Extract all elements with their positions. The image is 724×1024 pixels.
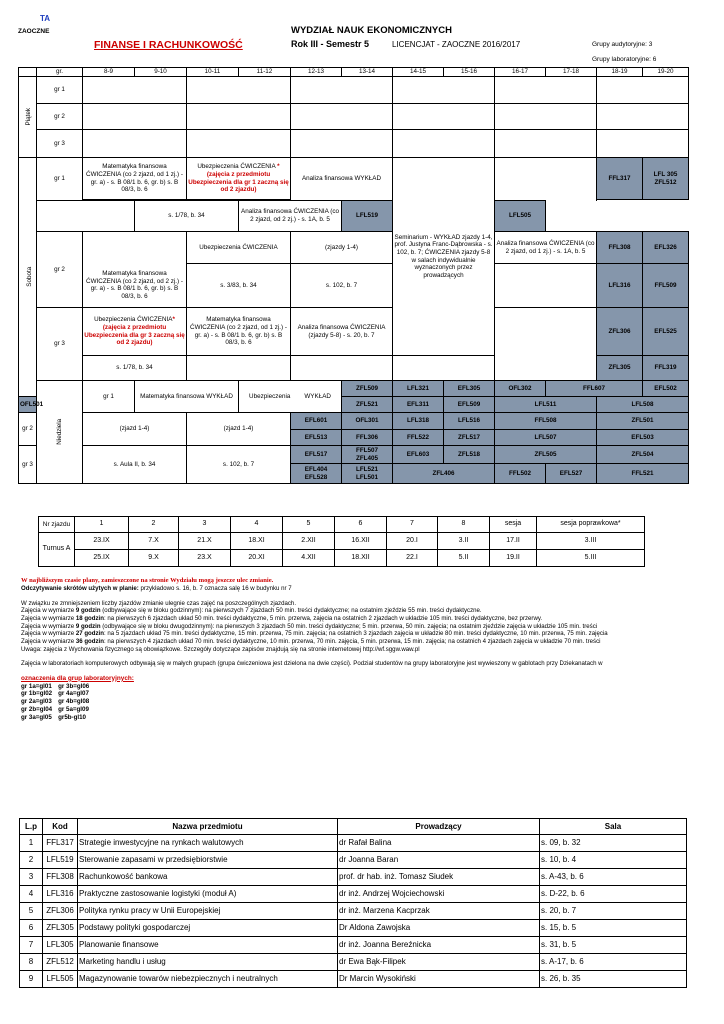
lab-code: ZFL504	[597, 446, 689, 464]
meeting-number: 2	[129, 517, 179, 533]
lab-code: EFL527	[546, 464, 597, 484]
lab-code: EFL509	[444, 397, 495, 413]
meeting-number: 5	[283, 517, 335, 533]
note-line: Zajęcia w laboratoriach komputerowych odbywają się w małych grupach (grupa ćwiczeniowa jest dzielona na dwie części). Podział studentów na grupy laboratoryjne jest wywieszony w gablotach przy Dziekanatach w	[21, 660, 603, 668]
lab-code: OFL501	[19, 397, 37, 413]
date-cell: 21.X	[179, 533, 231, 550]
col-time: 19-20	[643, 68, 689, 77]
course-kod: LFL305	[43, 937, 78, 954]
course-who: dr Rafał Balina	[338, 835, 540, 852]
course-room: s. 09, b. 32	[540, 835, 687, 852]
date-cell: 18.XI	[231, 533, 283, 550]
course-room: s. 10, b. 4	[540, 852, 687, 869]
course-room: s. A-43, b. 6	[540, 869, 687, 886]
course-lp: 2	[20, 852, 43, 869]
lab-code: LFL505	[495, 201, 546, 232]
course-name: Praktyczne zastosowanie logistyki (moduł A)	[78, 886, 338, 903]
analysis-exercise-g2: Analiza finansowa ĆWICZENIA (co 2 zjazd, od 1 zj.) - s. 1A, b. 5	[495, 232, 597, 264]
date-cell: 23.X	[179, 550, 231, 567]
course-row	[20, 920, 687, 937]
course-name: Magazynowanie towarów niebezpiecznych i neutralnych	[78, 971, 338, 988]
course-name: Marketing handlu i usług	[78, 954, 338, 971]
date-cell: 17.II	[490, 533, 537, 550]
meeting-number: 3	[179, 517, 231, 533]
course-lp: 3	[20, 869, 43, 886]
meeting-number: 4	[231, 517, 283, 533]
insurance-exercise-g3: Ubezpieczenia ĆWICZENIA*(zajęcia z przedmiotu Ubezpieczenia dla gr 3 zaczną się od 2 zjazdu)	[83, 308, 187, 356]
lab-code: EFL513	[291, 430, 342, 446]
course-lp: 9	[20, 971, 43, 988]
resit-header: sesja poprawkowa*	[537, 517, 645, 533]
turnus-label: Turnus A	[39, 533, 75, 567]
lab-code: ZFL306	[597, 308, 643, 356]
lab-code: FFL306	[342, 430, 393, 446]
col-time: 14-15	[393, 68, 444, 77]
meeting-header: Nr zjazdu	[39, 517, 75, 533]
lab-code: EFL603	[393, 446, 444, 464]
lab-code: FFL507 ZFL405	[342, 446, 393, 464]
course-room: s. A-17, b. 6	[540, 954, 687, 971]
note-line: Zajęcia w wymiarze 18 godzin: na pierwszych 6 zjazdach układ 50 min. treści dydaktyczne, 5 min. przerwa, zajęcia na ostatnich 2 zjazdach w układzie 105 min. treści dydaktyczne, bez przerwy.	[21, 615, 543, 623]
lab-code: OFL301	[342, 413, 393, 430]
meeting-number: 7	[387, 517, 438, 533]
auditory-groups: Grupy audytoryjne: 3	[592, 41, 653, 48]
date-cell: 16.XII	[335, 533, 387, 550]
zjazd-note: (zjazd 1-4)	[187, 413, 291, 446]
lab-code: OFL302	[495, 381, 546, 397]
note-line: W związku ze zmniejszeniem liczby zjazdów zmianie ulegnie czas zajęć na poszczególnych zjazdach.	[21, 599, 297, 607]
study-level: LICENCJAT - ZAOCZNE 2016/2017	[392, 40, 521, 49]
lab-code: EFL517	[291, 446, 342, 464]
date-cell: 20.XI	[231, 550, 283, 567]
course-who: Dr Marcin Wysokiński	[338, 971, 540, 988]
col-time: 18-19	[597, 68, 643, 77]
course-who: Dr Aldona Zawojska	[338, 920, 540, 937]
analysis-exercise-g1: Analiza finansowa ĆWICZENIA (co 2 zjazd, od 2 zj.) - s. 1A, b. 5	[239, 201, 342, 232]
lab-code: EFL311	[393, 397, 444, 413]
faculty-title: WYDZIAŁ NAUK EKONOMICZNYCH	[291, 25, 452, 36]
insurance-exercise-g2: Ubezpieczenia ĆWICZENIA	[187, 232, 291, 264]
lab-code: EFL326	[643, 232, 689, 264]
col-time: 9-10	[135, 68, 187, 77]
warning-note: W najbliższym czasie plany, zamieszczone na stronie Wydziału mogą jeszcze ulec zmianie.	[21, 577, 274, 584]
note-line: Zajęcia w wymiarze 9 godzin (odbywające się w bloku godzinnym): na pierwszych 7 zjazdach 50 min. treści dydaktyczne; na ostatnim zjeździe 55 min. treści dydaktyczne.	[21, 607, 482, 615]
lab-groups: Grupy laboratoryjne: 6	[592, 56, 657, 63]
col-room: Sala	[540, 819, 687, 835]
math-exercise-g2: Matematyka finansowa ĆWICZENIA (co 2 zjazd, od 2 zj.) - gr. a) - s. B 08/1 b. 6, gr. b) s. B 08/3, b. 6	[83, 264, 187, 308]
col-time: 13-14	[342, 68, 393, 77]
lab-group-codes: gr 1a=gl01 gr 1b=gl02 gr 2a=gl03 gr 2b=gl04 gr 3a=gl05 gr 3b=gl06 gr 4a=gl07 gr 4b=gl08 gr 5a=gl09 gr5b-gl10	[21, 682, 90, 721]
date-cell: 7.X	[129, 533, 179, 550]
course-room: s. 20, b. 7	[540, 903, 687, 920]
lab-code: FFL607	[546, 381, 643, 397]
analysis-lecture: Analiza finansowa WYKŁAD	[291, 158, 393, 201]
course-who: dr inż. Andrzej Wojciechowski	[338, 886, 540, 903]
analysis-lecture-room: s. 102, b. 7	[291, 264, 393, 308]
course-kod: LFL505	[43, 971, 78, 988]
zjazd-note: (zjazd 1-4)	[83, 413, 187, 446]
col-time: 12-13	[291, 68, 342, 77]
year-semester: Rok III - Semestr 5	[291, 39, 370, 49]
course-row	[20, 869, 687, 886]
session-header: sesja	[490, 517, 537, 533]
lab-code: LFL516	[444, 413, 495, 430]
course-lp: 6	[20, 920, 43, 937]
course-kod: ZFL512	[43, 954, 78, 971]
group-label: gr 1	[37, 158, 83, 201]
date-cell: 4.XII	[283, 550, 335, 567]
course-who: dr inż. Marzena Kacprzak	[338, 903, 540, 920]
lab-code: ZFL305	[597, 356, 643, 381]
note-line: Uwaga: zajęcia z Wychowania fizycznego są obowiązkowe. Szczegóły dotyczące zapisów znajdują się na stronie internetowej http://wf.sggw.waw.pl	[21, 645, 420, 653]
group-label: gr 3	[19, 446, 37, 484]
lab-code: LFL321	[393, 381, 444, 397]
course-row	[20, 937, 687, 954]
insurance-exercise-g1: Ubezpieczenia ĆWICZENIA *(zajęcia z przedmiotu Ubezpieczenia dla gr 1 zaczną się od 2 zjazdu)	[187, 158, 291, 200]
course-room: s. 15, b. 5	[540, 920, 687, 937]
insurance-lecture: Ubezpieczenia WYKŁAD	[239, 381, 342, 413]
room-102: s. 102, b. 7	[187, 446, 291, 484]
lab-code: FFL521	[597, 464, 689, 484]
course-name: Rachunkowość bankowa	[78, 869, 338, 886]
course-room: s. D-22, b. 6	[540, 886, 687, 903]
col-time: 15-16	[444, 68, 495, 77]
col-gr: gr.	[37, 68, 83, 77]
course-who: dr inż. Joanna Bereźnicka	[338, 937, 540, 954]
day-sunday: Niedziela	[37, 381, 83, 484]
course-lp: 8	[20, 954, 43, 971]
math-exercise-g3: Matematyka finansowa ĆWICZENIA (co 2 zjazd, od 1 zj.) - gr. a) - s. B 08/1 b. 6, gr. b) s. B 08/3, b. 6	[187, 308, 291, 356]
lab-code: ZFL521	[342, 397, 393, 413]
col-time: 11-12	[239, 68, 291, 77]
date-cell: 5.II	[438, 550, 490, 567]
date-cell: 23.IX	[75, 533, 129, 550]
room-g1: s. 1/78, b. 34	[135, 201, 239, 232]
date-cell: 19.II	[490, 550, 537, 567]
room-g2: s. 3/83, b. 34	[187, 264, 291, 308]
day-friday: Piątek	[19, 77, 37, 158]
date-cell: 18.XII	[335, 550, 387, 567]
course-room: s. 26, b. 35	[540, 971, 687, 988]
math-lecture: Matematyka finansowa WYKŁAD	[135, 381, 239, 413]
date-cell: 5.III	[537, 550, 645, 567]
room-g3: s. 1/78, b. 34	[83, 356, 187, 381]
note-line: Zajęcia w wymiarze 27 godzin: na 5 zjazdach układ 75 min. treści dydaktyczne, 15 min. przerwa, 75 min. zajęcia; na ostatnich 3 zjazdach zajęcia w układzie 80 min. treści dydaktyczne, 10 min. przerwa, 75 min. zajęcia	[21, 630, 608, 638]
seminar: Seminarium - WYKŁAD zjazdy 1-4, prof. Justyna Franc-Dąbrowska - s. 102, b. 7; ĆWICZENIA zjazdy 5-8 w salach indywidualnie wyznaczonych przez prowadzących	[393, 158, 495, 356]
meeting-number: 1	[75, 517, 129, 533]
analysis-lecture-zjazdy: (zjazdy 1-4)	[291, 232, 393, 264]
course-lp: 5	[20, 903, 43, 920]
lab-code: ZFL509	[342, 381, 393, 397]
notes-block: W najbliższym czasie plany, zamieszczone na stronie Wydziału mogą jeszcze ulec zmianie. Odczytywanie skrótów użytych w planie: przykładowo s. 16, b. 7 oznacza salę 16 w budynku nr 7 W związku ze zmniejszeniem liczby zjazdów zmianie ulegnie czas zajęć na poszczególnych zjazdach. Zajęcia w wymiarze 9 godzin (odbywające się w bloku godzinnym): na pierwszych 7 zjazdach 50 min. treści dydaktyczne; na ostatnim zjeździe 55 min. treści dydaktyczne. Zajęcia w wymiarze 18 godzin: na pierwszych 6 zjazdach układ 50 min. treści dydaktyczne, 5 min. przerwa, zajęcia na ostatnich 2 zjazdach w układzie 105 min. treści dydaktyczne, bez przerwy. Zajęcia w wymiarze 9 godzin (odbywające się w bloku dwugodzinnym): na pierwszych 3 zjazdach 50 min. treści dydaktyczne; 5 min. przerwa, 50 min. zajęcia; na ostatnim zjeździe zajęcia w układzie 105 min. treści Zajęcia w wymiarze 27 godzin: na 5 zjazdach układ 75 min. treści dydaktyczne, 15 min. przerwa, 75 min. zajęcia; na ostatnich 3 zjazdach zajęcia w układzie 80 min. treści dydaktyczne, 10 min. przerwa, 75 min. zajęcia Zajęcia w wymiarze 36 godzin: na pierwszych 4 zjazdach układ 70 min. treści dydaktyczne, 10 min. przerwa, 70 min. zajęcia, 5 min. przerwa, 15 min. zajęcia; na ostatnich 4 zjazdach zajęcia w układzie 70 min. treści Uwaga: zajęcia z Wychowania fizycznego są obowiązkowe. Szczegóły dotyczące zapisów znajdują się na stronie internetowej http://wf.sggw.waw.pl Zajęcia w laboratoriach komputerowych odbywają się w małych grupach (grupa ćwiczeniowa jest dzielona na dwie części). Podział studentów na grupy laboratoryjne jest wywieszony w gablotach przy Dziekanatach w oznaczenia dla grup laboratoryjnych: gr 1a=gl01 gr 1b=gl02 gr 2a=gl03 gr 2b=gl04 gr 3a=gl05 gr 3b=gl06 gr 4a=gl07 gr 4b=gl08 gr 5a=gl09 gr5b-gl10	[21, 577, 711, 721]
group-label: gr 2	[19, 413, 37, 446]
lab-code: ZFL517	[444, 430, 495, 446]
lab-code: ZFL501	[597, 413, 689, 430]
lab-code: ZFL505	[495, 446, 597, 464]
courses-table	[19, 818, 687, 988]
course-who: prof. dr hab. inż. Tomasz Siudek	[338, 869, 540, 886]
lab-code: FFL308	[597, 232, 643, 264]
lab-code: LFL508	[597, 397, 689, 413]
course-kod: LFL316	[43, 886, 78, 903]
course-name: Polityka rynku pracy w Unii Europejskiej	[78, 903, 338, 920]
schedule-table	[18, 67, 689, 484]
lab-code: FFL502	[495, 464, 546, 484]
day-saturday: Sobota	[19, 158, 37, 397]
group-label: gr 2	[37, 232, 83, 308]
date-cell: 3.III	[537, 533, 645, 550]
course-row	[20, 903, 687, 920]
lab-groups-title: oznaczenia dla grup laboratoryjnych:	[21, 674, 134, 682]
study-mode: ZAOCZNE	[18, 28, 50, 35]
lab-code: EFL601	[291, 413, 342, 430]
course-row	[20, 852, 687, 869]
group-label: gr 3	[37, 308, 83, 381]
date-cell: 22.I	[387, 550, 438, 567]
course-row	[20, 971, 687, 988]
lab-code: FFL508	[495, 413, 597, 430]
field-title: FINANSE I RACHUNKOWOŚĆ	[94, 39, 243, 51]
course-kod: ZFL305	[43, 920, 78, 937]
course-kod: ZFL306	[43, 903, 78, 920]
course-name: Sterowanie zapasami w przedsiębiorstwie	[78, 852, 338, 869]
col-code: Kod	[43, 819, 78, 835]
meeting-number: 8	[438, 517, 490, 533]
col-time: 17-18	[546, 68, 597, 77]
group-label: gr 2	[37, 104, 83, 130]
lab-code: EFL305	[444, 381, 495, 397]
date-cell: 3.II	[438, 533, 490, 550]
course-who: dr Joanna Baran	[338, 852, 540, 869]
course-kod: FFL308	[43, 869, 78, 886]
lab-code: LFL521 LFL501	[342, 464, 393, 484]
date-cell: 9.X	[129, 550, 179, 567]
col-time: 10-11	[187, 68, 239, 77]
group-label: gr 1	[83, 381, 135, 413]
course-kod: LFL519	[43, 852, 78, 869]
course-lp: 7	[20, 937, 43, 954]
lab-code: LFL519	[342, 201, 393, 232]
course-name: Podstawy polityki gospodarczej	[78, 920, 338, 937]
col-time: 8-9	[83, 68, 135, 77]
lab-code: EFL404 EFL528	[291, 464, 342, 484]
lab-code: EFL502	[643, 381, 689, 397]
course-kod: FFL317	[43, 835, 78, 852]
lab-code: FFL509	[643, 264, 689, 308]
note-line: Zajęcia w wymiarze 9 godzin (odbywające się w bloku dwugodzinnym): na pierwszych 3 zjazdach 50 min. treści dydaktyczne; 5 min. przerwa, 50 min. zajęcia; na ostatnim zjeździe zajęcia w układzie 105 min. treści	[21, 622, 598, 630]
course-row	[20, 835, 687, 852]
lab-code: EFL503	[597, 430, 689, 446]
lab-code: EFL525	[643, 308, 689, 356]
course-name: Strategie inwestycyjne na rynkach walutowych	[78, 835, 338, 852]
course-lp: 4	[20, 886, 43, 903]
date-cell: 2.XII	[283, 533, 335, 550]
lab-code: ZFL406	[393, 464, 495, 484]
lab-code: LFL318	[393, 413, 444, 430]
lab-code: FFL522	[393, 430, 444, 446]
date-cell: 20.I	[387, 533, 438, 550]
room-aula: s. Aula II, b. 34	[83, 446, 187, 484]
col-teacher: Prowadzący	[338, 819, 540, 835]
lab-code: LFL 305 ZFL512	[643, 158, 689, 200]
math-exercise-g1: Matematyka finansowa ĆWICZENIA (co 2 zjazd, od 1 zj.) - gr. a) - s. B 08/1 b. 6, gr. b) s. B 08/3, b. 6	[83, 158, 187, 200]
meetings-table	[38, 516, 645, 567]
analysis-exercise-g3: Analiza finansowa ĆWICZENIA (zjazdy 5-8) - s. 20, b. 7	[291, 308, 393, 356]
lab-code: ZFL518	[444, 446, 495, 464]
course-row	[20, 954, 687, 971]
meeting-number: 6	[335, 517, 387, 533]
date-cell: 25.IX	[75, 550, 129, 567]
group-label: gr 3	[37, 130, 83, 158]
note-line: Zajęcia w wymiarze 36 godzin: na pierwszych 4 zjazdach układ 70 min. treści dydaktyczne, 10 min. przerwa, 70 min. zajęcia, 5 min. przerwa, 15 min. zajęcia; na ostatnich 4 zjazdach zajęcia w układzie 70 min. treści	[21, 637, 601, 645]
lab-code: LFL511	[495, 397, 597, 413]
lab-code: FFL319	[643, 356, 689, 381]
col-course: Nazwa przedmiotu	[78, 819, 338, 835]
lab-code: LFL507	[495, 430, 597, 446]
col-time: 16-17	[495, 68, 546, 77]
course-who: dr Ewa Bąk-Filipek	[338, 954, 540, 971]
lab-code: FFL317	[597, 158, 643, 200]
group-label: gr 1	[37, 77, 83, 104]
course-room: s. 31, b. 5	[540, 937, 687, 954]
lab-code: LFL316	[597, 264, 643, 308]
course-name: Planowanie finansowe	[78, 937, 338, 954]
course-row	[20, 886, 687, 903]
col-lp: L.p	[20, 819, 43, 835]
corner-tag: TA	[40, 14, 51, 23]
course-lp: 1	[20, 835, 43, 852]
